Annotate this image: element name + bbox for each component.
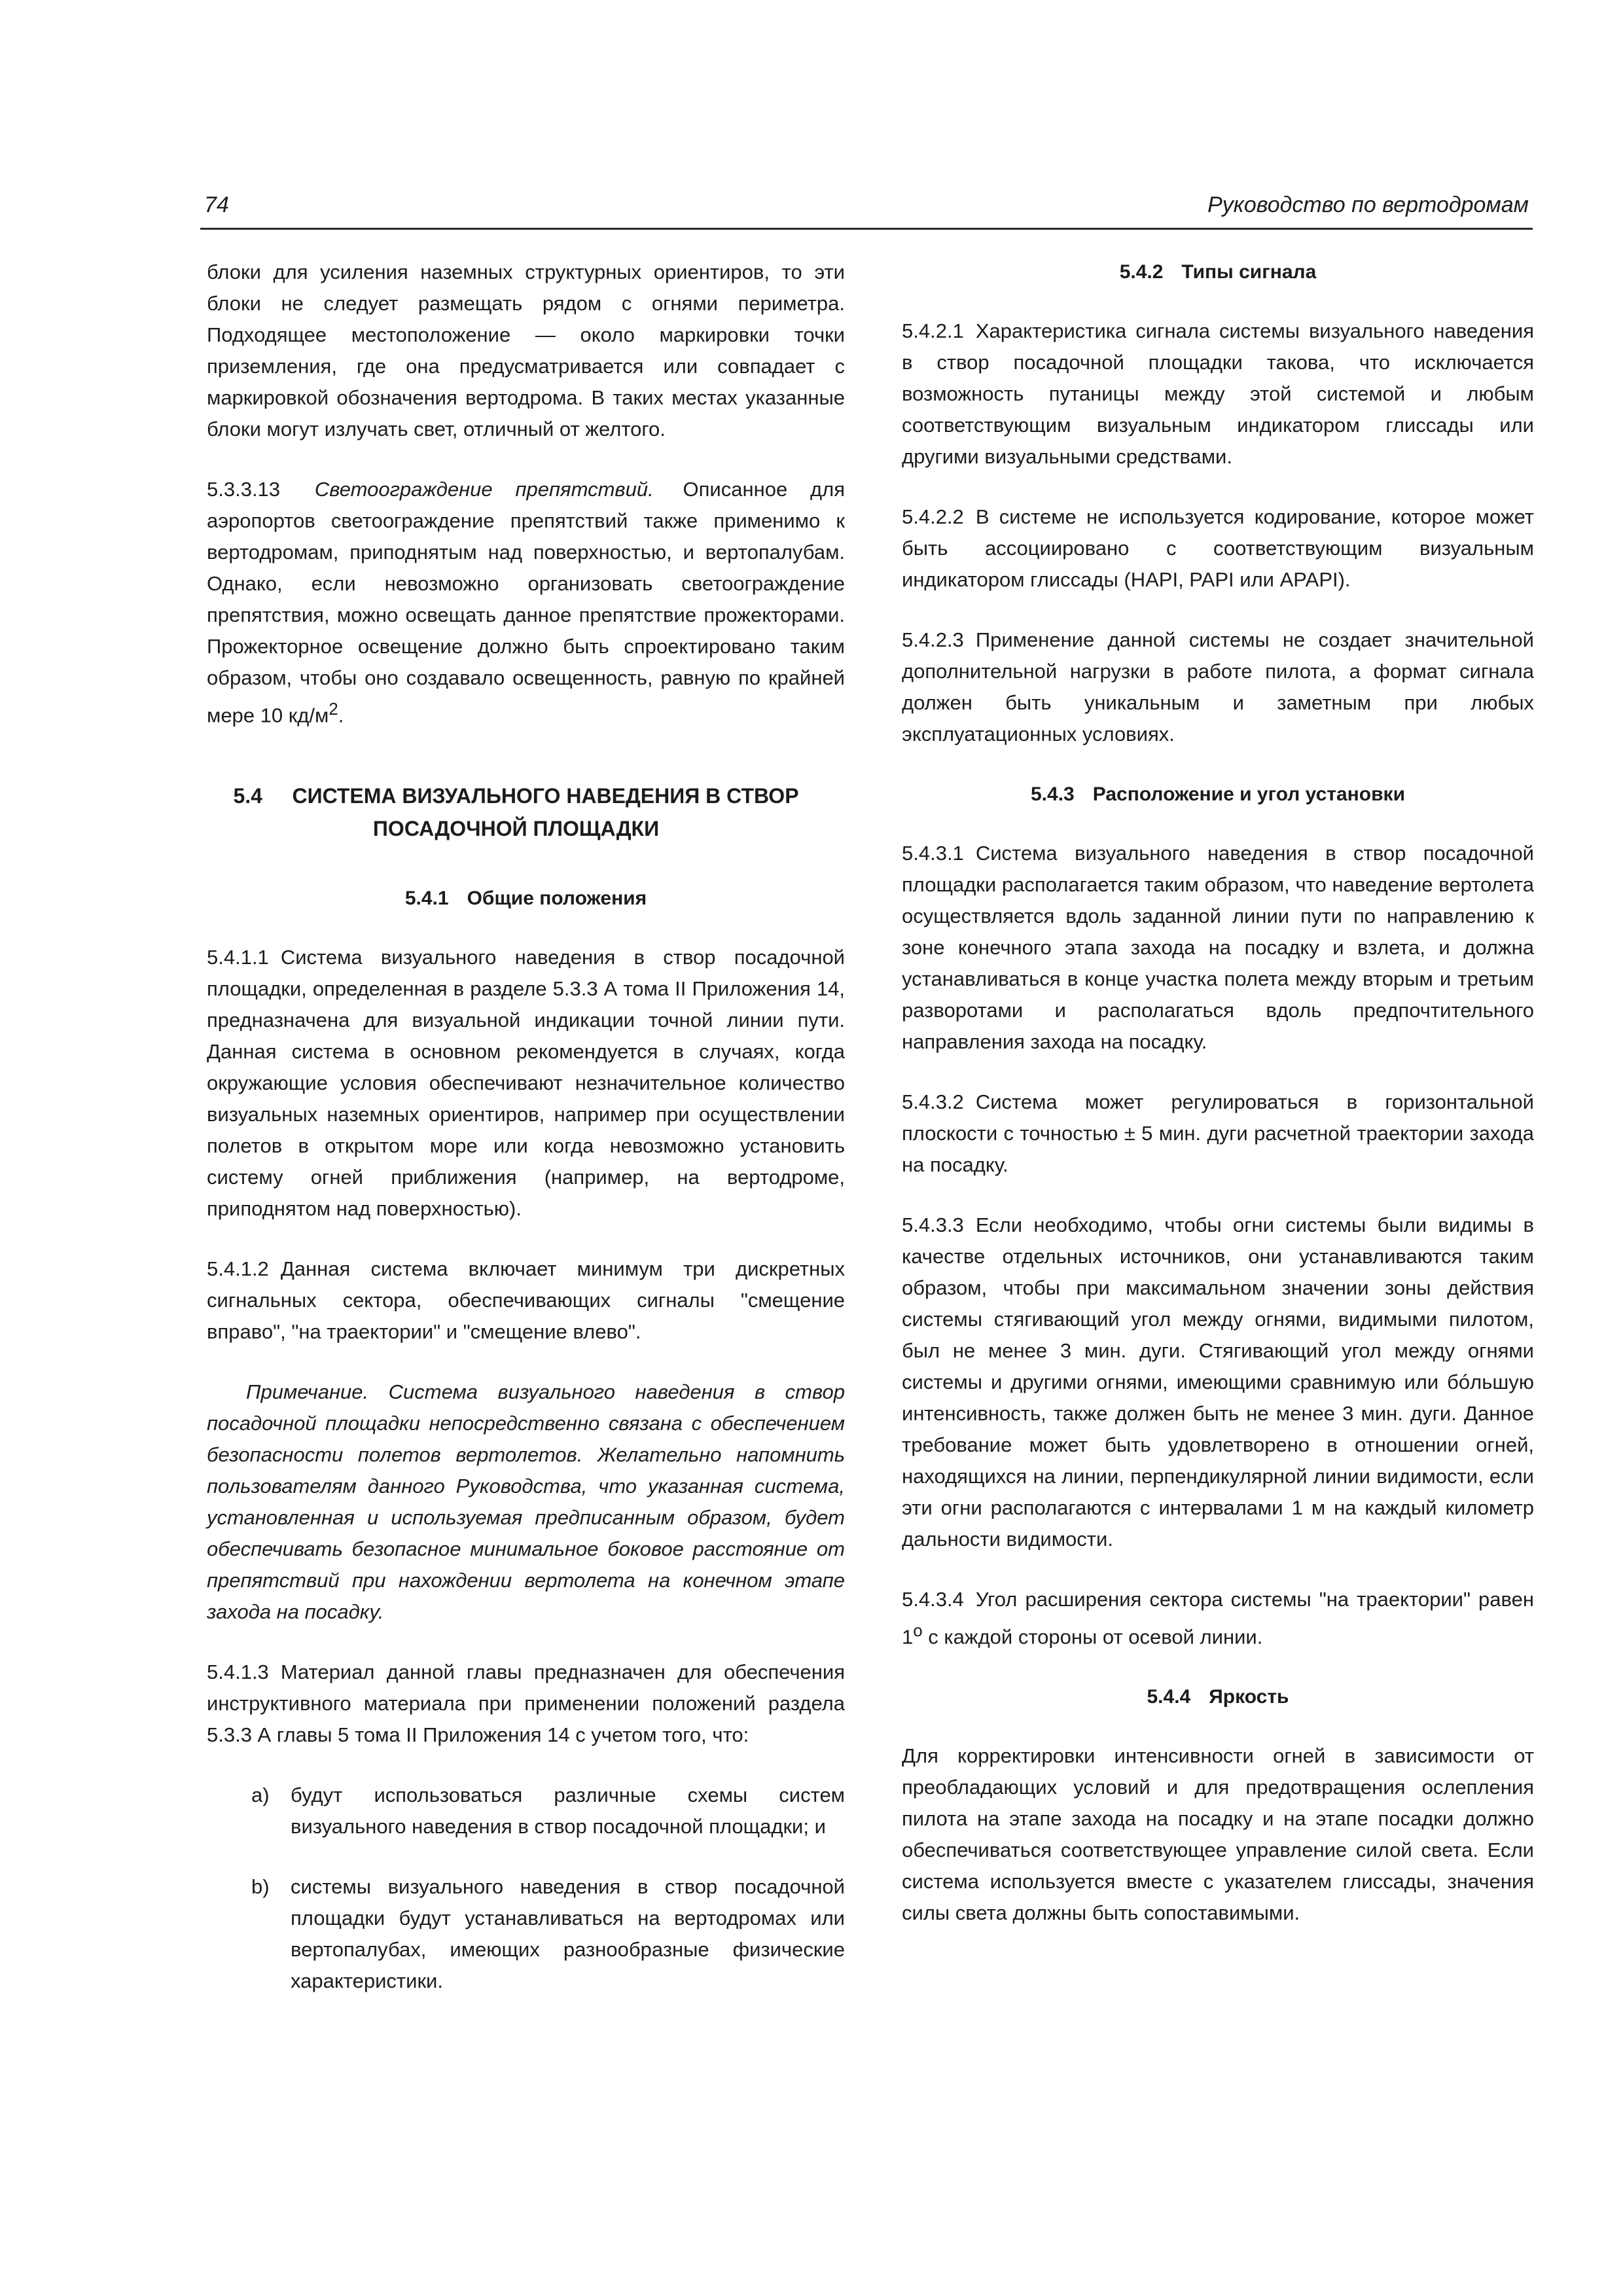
conditions-list (207, 1780, 845, 1997)
paragraph-text: Если необходимо, чтобы огни системы были видимы в качестве отдельных источников, они устанавливаются таким образом, чтобы при максимальном значении зоны действия системы стягивающий угол между огнями, видимыми пилотом, был не менее 3 мин. дуги. Стягивающий угол между огнями системы и другими огнями, имеющими сравнимую или бóльшую интенсивность, также должен быть не менее 3 мин. дуги. Данное требование может быть удовлетворено в отношении огней, находящихся на линии, перпендикулярной линии видимости, если эти огни располагаются с интервалами 1 м на каждый километр дальности видимости. (902, 1213, 1534, 1551)
paragraph-5-4-2-3 (902, 624, 1534, 750)
left-column (207, 257, 845, 2026)
page-header (200, 191, 1533, 230)
right-column (902, 257, 1534, 1958)
paragraph-5-4-1-1 (207, 942, 845, 1225)
subsection-number: 5.4.4 (1147, 1686, 1191, 1708)
paragraph-text-end: с каждой стороны от осевой линии. (922, 1625, 1263, 1649)
list-item-label: b) (251, 1875, 270, 1899)
paragraph-text: Данная система включает минимум три дискретных сигнальных сектора, обеспечивающих сигналы "смещение вправо", "на траектории" и "смещение влево". (207, 1257, 845, 1344)
subsection-heading-5-4-2 (902, 257, 1534, 288)
section-title-line2: ПОСАДОЧНОЙ ПЛОЩАДКИ (372, 817, 660, 841)
note-paragraph: Примечание. Система визуального наведения в створ посадочной площадки непосредственно связана с обеспечением безопасности полетов вертолетов. Желательно напомнить пользователям данного Руководства, что указанная система, установленная и используемая предписанным образом, будет обеспечивать безопасное минимальное боковое расстояние от препятствий при нахождении вертолета на конечном этапе захода на посадку. (207, 1380, 845, 1624)
paragraph-text: Применение данной системы не создает значительной дополнительной нагрузки в работе пилота, а формат сигнала должен быть уникальным и заметным при любых эксплуатационных условиях. (902, 628, 1534, 745)
paragraph-number: 5.4.1.1 (207, 946, 269, 969)
paragraph-text: В системе не используется кодирование, которое может быть ассоциировано с соответствующим визуальным индикатором глиссады (HAPI, PAPI или APAPI). (902, 505, 1534, 591)
subsection-heading-5-4-3 (902, 779, 1534, 810)
running-title: Руководство по вертодромам (1207, 192, 1529, 217)
paragraph-text: Угол расширения сектора системы "на траектории" равен 1 (902, 1588, 1534, 1649)
list-item-text: будут использоваться различные схемы систем визуального наведения в створ посадочной площадки; и (291, 1784, 845, 1839)
paragraph-number: 5.4.1.2 (207, 1257, 269, 1281)
paragraph-5-4-1-2 (207, 1253, 845, 1348)
subsection-title: Яркость (1209, 1686, 1289, 1708)
subsection-number: 5.4.2 (1119, 261, 1164, 283)
paragraph-text: Описанное для аэропортов светоограждение препятствий также применимо к вертодромам, приподнятым над поверхностью, и вертопалубам. Однако, если невозможно организовать светоограждение препятствия, можно освещать данное препятствие прожекторами. Прожекторное освещение должно быть спроектировано таким образом, чтобы оно создавало освещенность, равную по крайней мере 10 кд/м (207, 478, 845, 727)
superscript: 2 (329, 700, 338, 719)
subsection-heading-5-4-4 (902, 1681, 1534, 1713)
paragraph-number: 5.4.2.2 (902, 505, 964, 528)
paragraph-number: 5.4.2.1 (902, 319, 964, 342)
paragraph-5-4-3-4 (902, 1584, 1534, 1653)
paragraph-text: Система может регулироваться в горизонтальной плоскости с точностью ± 5 мин. дуги расчетной траектории захода на посадку. (902, 1090, 1534, 1176)
list-item (207, 1871, 845, 1997)
paragraph-number: 5.4.3.4 (902, 1588, 964, 1611)
paragraph-5-4-3-1 (902, 838, 1534, 1058)
subsection-title: Типы сигнала (1181, 261, 1317, 283)
paragraph-5-4-3-2 (902, 1086, 1534, 1181)
paragraph-5-4-4: Для корректировки интенсивности огней в зависимости от преобладающих условий и для предотвращения ослепления пилота на этапе захода на посадку и на этапе посадки должно обеспечиваться соответствующее управление силой света. Если система используется вместе с указателем глиссады, значения силы света должны быть сопоставимыми. (902, 1744, 1534, 1925)
section-number: 5.4 (233, 784, 262, 808)
list-item-text: системы визуального наведения в створ посадочной площадки будут устанавливаться на вертодромах или вертопалубах, имеющих разнообразные физические характеристики. (291, 1875, 845, 1993)
paragraph-end: . (338, 704, 344, 727)
paragraph-5-3-3-13 (207, 474, 845, 731)
subsection-title: Расположение и угол установки (1092, 783, 1406, 805)
paragraph-text: Система визуального наведения в створ посадочной площадки располагается таким образом, что наведение вертолета осуществляется вдоль заданной линии пути по направлению к зоне конечного этапа захода на посадку и взлета, и должна устанавливаться в конце участка полета между вторым и третьим разворотами и располагаться вдоль предпочтительного направления захода на посадку. (902, 842, 1534, 1053)
paragraph-text: Система визуального наведения в створ посадочной площадки, определенная в разделе 5.3.3 А тома II Приложения 14, предназначена для визуальной индикации точной линии пути. Данная система в основном рекомендуется в случаях, когда окружающие условия обеспечивают незначительное количество визуальных наземных ориентиров, например при осуществлении полетов в открытом море или когда невозможно установить систему огней приближения (например, на вертодроме, приподнятом над поверхностью). (207, 946, 845, 1221)
page-number: 74 (204, 192, 229, 217)
paragraph-5-4-3-3 (902, 1210, 1534, 1555)
paragraph-term: Светоограждение препятствий. (314, 478, 654, 501)
paragraph-text: Характеристика сигнала системы визуального наведения в створ посадочной площадки такова, что исключается возможность путаницы между этой системой и любым соответствующим визуальным индикатором глиссады или другими визуальными средствами. (902, 319, 1534, 468)
paragraph-number: 5.4.1.3 (207, 1660, 269, 1684)
paragraph-number: 5.4.3.1 (902, 842, 964, 865)
paragraph-5-4-2-2 (902, 501, 1534, 596)
paragraph-text: Материал данной главы предназначен для обеспечения инструктивного материала при применении положений раздела 5.3.3 А главы 5 тома II Приложения 14 с учетом того, что: (207, 1660, 845, 1747)
subsection-number: 5.4.1 (404, 888, 449, 910)
paragraph-number: 5.4.3.2 (902, 1090, 964, 1113)
section-title-line1: СИСТЕМА ВИЗУАЛЬНОГО НАВЕДЕНИЯ В СТВОР (292, 784, 799, 808)
subsection-heading-5-4-1 (207, 883, 845, 914)
subsection-title: Общие положения (467, 888, 647, 910)
paragraph-number: 5.3.3.13 (207, 478, 281, 501)
paragraph-number: 5.4.2.3 (902, 628, 964, 651)
list-item (207, 1780, 845, 1842)
subsection-number: 5.4.3 (1030, 783, 1075, 805)
paragraph-number: 5.4.3.3 (902, 1213, 964, 1236)
paragraph-5-4-2-1 (902, 315, 1534, 473)
list-item-label: a) (251, 1784, 270, 1807)
paragraph-5-4-1-3 (207, 1657, 845, 1751)
degree-superscript: o (913, 1622, 923, 1640)
section-heading-5-4 (207, 780, 845, 845)
paragraph-intro: блоки для усиления наземных структурных ориентиров, то эти блоки не следует размещать рядом с огнями периметра. Подходящее местоположение — около маркировки точки приземления, где она предусматривается или совпадает с маркировкой обозначения вертодрома. В таких местах указанные блоки могут излучать свет, отличный от желтого. (207, 260, 845, 440)
